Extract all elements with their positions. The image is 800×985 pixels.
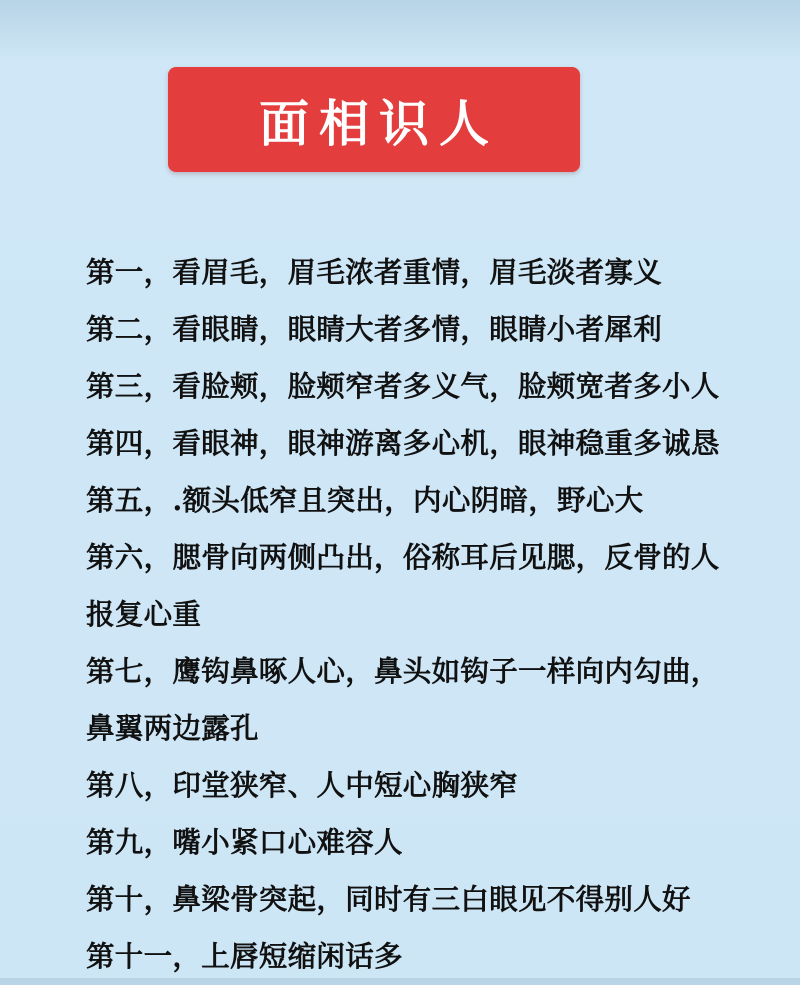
text-line-6: 第六，腮骨向两侧凸出，俗称耳后见腮，反骨的人 bbox=[86, 540, 720, 574]
text-line-2: 第二，看眼睛，眼睛大者多情，眼睛小者犀利 bbox=[86, 312, 663, 346]
text-line-3: 第三，看脸颊，脸颊窄者多义气，脸颊宽者多小人 bbox=[86, 369, 720, 403]
text-line-9: 第九，嘴小紧口心难容人 bbox=[86, 825, 403, 859]
text-line-1: 第一，看眉毛，眉毛浓者重情，眉毛淡者寡义 bbox=[86, 255, 663, 289]
text-line-7-continued: 鼻翼两边露孔 bbox=[86, 711, 259, 745]
text-line-6-continued: 报复心重 bbox=[86, 597, 202, 631]
text-line-5: 第五，.额头低窄且突出，内心阴暗，野心大 bbox=[86, 483, 644, 517]
text-line-8: 第八，印堂狭窄、人中短心胸狭窄 bbox=[86, 768, 519, 802]
text-line-11: 第十一，上唇短缩闲话多 bbox=[86, 939, 403, 973]
title-banner bbox=[168, 67, 580, 172]
text-line-10: 第十，鼻梁骨突起，同时有三白眼见不得别人好 bbox=[86, 882, 691, 916]
text-line-7: 第七，鹰钩鼻啄人心，鼻头如钩子一样向内勾曲， bbox=[86, 654, 720, 688]
page-title: 面相识人 bbox=[259, 93, 499, 153]
text-line-4: 第四，看眼神，眼神游离多心机，眼神稳重多诚恳 bbox=[86, 426, 720, 460]
content-list bbox=[86, 244, 786, 985]
